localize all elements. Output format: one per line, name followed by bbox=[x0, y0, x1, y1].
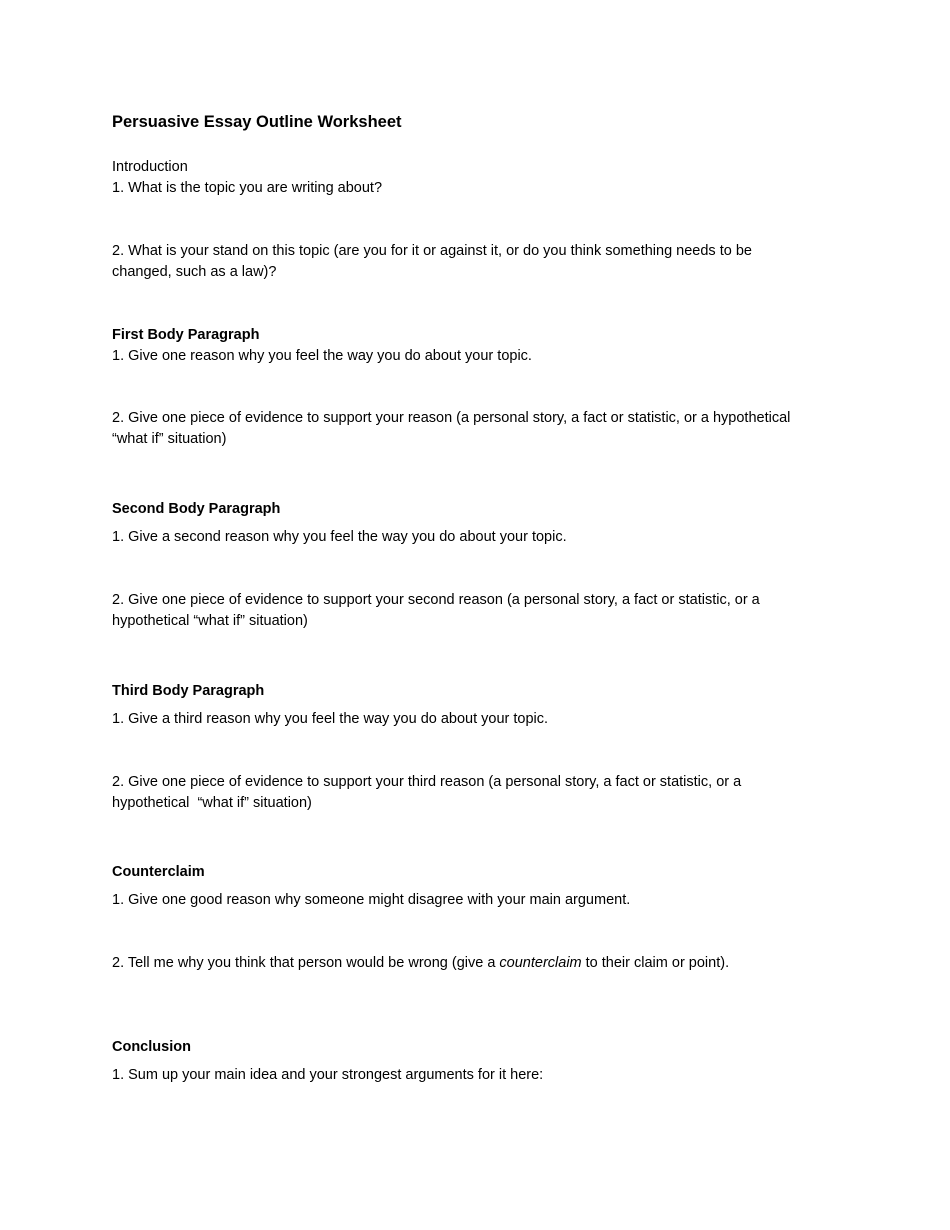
counterclaim-question-2-start: 2. Tell me why you think that person would be wrong (give a bbox=[112, 955, 500, 971]
first-body-heading: First Body Paragraph bbox=[112, 327, 260, 343]
third-body-heading: Third Body Paragraph bbox=[112, 683, 265, 699]
first-body-question-1: 1. Give one reason why you feel the way you do about your topic. bbox=[112, 348, 532, 364]
introduction-question-2-line-1: 2. What is your stand on this topic (are you for it or against it, or do you think something needs to be bbox=[112, 243, 752, 259]
counterclaim-question-2 bbox=[112, 953, 729, 974]
conclusion-heading: Conclusion bbox=[112, 1039, 191, 1055]
third-body-question-1: 1. Give a third reason why you feel the way you do about your topic. bbox=[112, 711, 549, 727]
second-body-question-2-line-1: 2. Give one piece of evidence to support your second reason (a personal story, a fact or statistic, or a bbox=[112, 592, 760, 608]
second-body-question-1: 1. Give a second reason why you feel the way you do about your topic. bbox=[112, 529, 567, 545]
introduction-heading: Introduction bbox=[112, 159, 188, 175]
counterclaim-question-2-end: to their claim or point). bbox=[581, 955, 730, 971]
counterclaim-term: counterclaim bbox=[499, 955, 582, 971]
conclusion-question-1: 1. Sum up your main idea and your strongest arguments for it here: bbox=[112, 1067, 544, 1083]
introduction-question-1: 1. What is the topic you are writing about? bbox=[112, 180, 383, 196]
third-body-question-2-line-1: 2. Give one piece of evidence to support your third reason (a personal story, a fact or statistic, or a bbox=[112, 774, 742, 790]
first-body-question-2-line-1: 2. Give one piece of evidence to support your reason (a personal story, a fact or statistic, or a hypothetical bbox=[112, 410, 791, 426]
counterclaim-heading: Counterclaim bbox=[112, 864, 205, 880]
introduction-question-2-line-2: changed, such as a law)? bbox=[112, 264, 277, 280]
second-body-question-2-line-2: hypothetical “what if” situation) bbox=[112, 613, 308, 629]
first-body-question-2-line-2: “what if” situation) bbox=[112, 431, 227, 447]
counterclaim-question-1: 1. Give one good reason why someone might disagree with your main argument. bbox=[112, 892, 631, 908]
third-body-question-2-line-2: hypothetical “what if” situation) bbox=[112, 795, 312, 811]
second-body-heading: Second Body Paragraph bbox=[112, 501, 281, 517]
page-title: Persuasive Essay Outline Worksheet bbox=[112, 113, 402, 131]
